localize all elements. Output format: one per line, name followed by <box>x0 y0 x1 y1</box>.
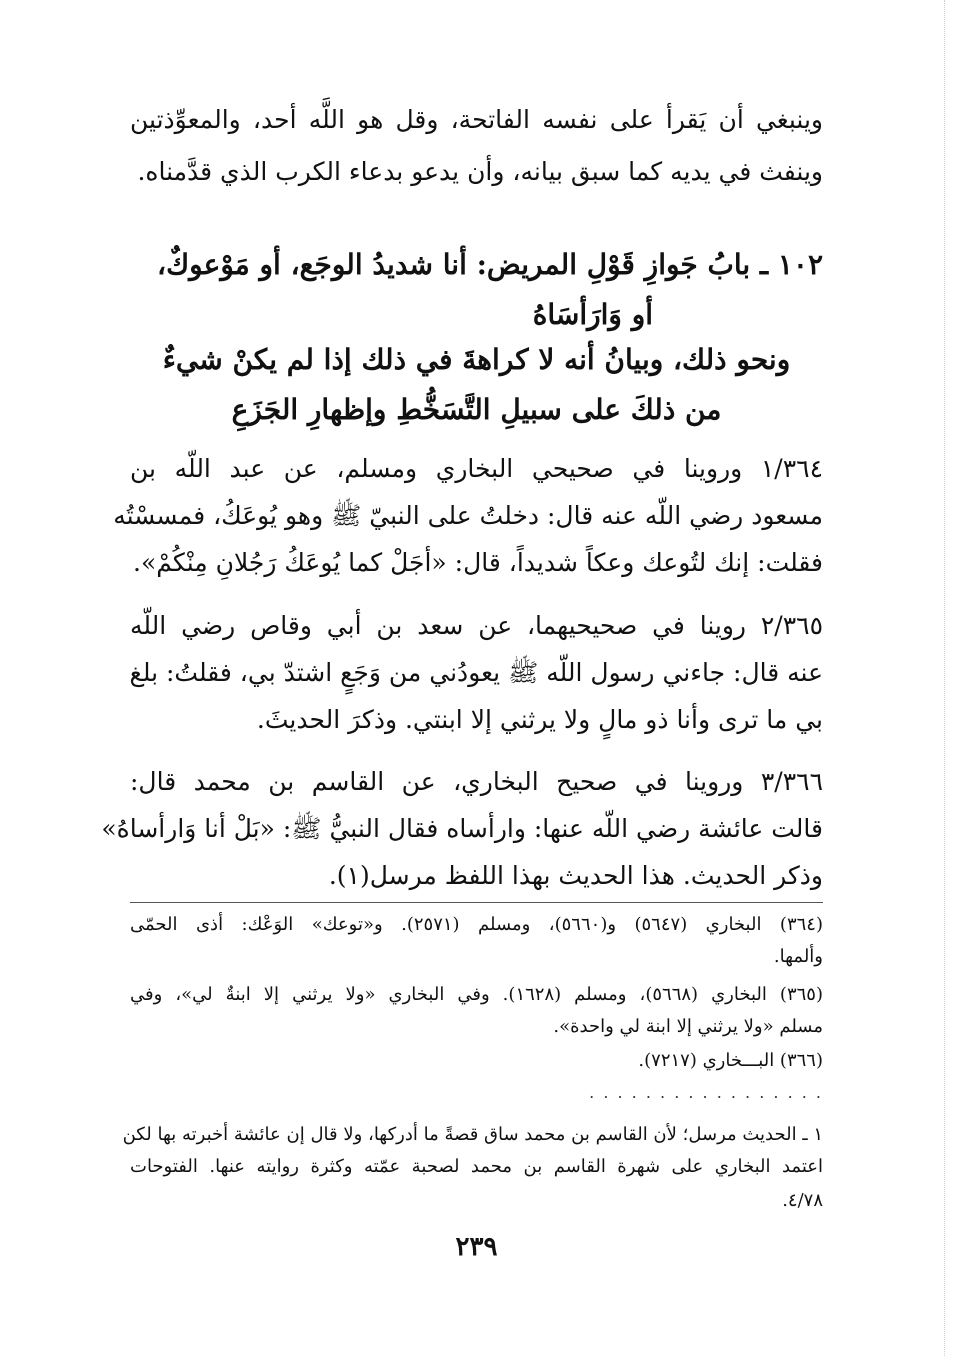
page-number: ٢٣٩ <box>455 1232 498 1262</box>
hadith-364-line-3: فقلت: إنك لتُوعك وعكاً شديداً، قال: «أجَلْ كما يُوعَكُ رَجُلانِ مِنْكُمْ». <box>133 548 823 577</box>
scan-edge <box>944 0 946 1356</box>
chapter-heading-line-1: ١٠٢ ـ بابُ جَوازِ قَوْلِ المريض: أنا شديدُ الوجَع، أو مَوْعوكٌ، <box>157 248 823 281</box>
footnote-366-line-1: (٣٦٦) البـــخاري (٧٢١٧). <box>638 1050 823 1071</box>
footnote-364-line-1: (٣٦٤) البخاري (٥٦٤٧) و(٥٦٦٠)، ومسلم (٢٥٧١). و«توعك» الوَعْك: أذى الحمّى <box>130 914 823 935</box>
hadith-365-line-2: عنه قال: جاءني رسول اللّه ﷺ يعودُني من وَجَعٍ اشتدّ بي، فقلتُ: بلغ <box>129 658 823 687</box>
footnote-365-line-2: مسلم «ولا يرثني إلا ابنة لي واحدة». <box>553 1016 823 1037</box>
intro-line-1: وينبغي أن يَقرأ على نفسه الفاتحة، وقل هو اللَّه أحد، والمعوِّذتين <box>130 105 823 134</box>
hadith-365-line-3: بي ما ترى وأنا ذو مالٍ ولا يرثني إلا ابنتي. وذكرَ الحديثَ. <box>256 705 823 734</box>
footnote-rule <box>130 902 823 903</box>
hadith-364-line-2: مسعود رضي اللّه عنه قال: دخلتُ على النبيّ ﷺ وهو يُوعَكُ، فمسسْتُه <box>113 501 823 530</box>
chapter-heading-line-3: ونحو ذلك، وبيانُ أنه لا كراهةَ في ذلك إذا لم يكنْ شيءٌ <box>162 343 791 376</box>
hadith-364-line-1: ١/٣٦٤ وروينا في صحيحي البخاري ومسلم، عن عبد اللّه بن <box>130 454 823 483</box>
chapter-heading-line-4: من ذلكَ على سبيلِ التَّسَخُّطِ وإظهارِ الجَزَعِ <box>231 393 722 426</box>
footnote-364-line-2: وألمها. <box>773 946 823 967</box>
hadith-366-line-2: قالت عائشة رضي اللّه عنها: وارأساه فقال النبيُّ ﷺ: «بَلْ أنا وَارأساهُ» <box>101 814 823 843</box>
footnote-365-line-1: (٣٦٥) البخاري (٥٦٦٨)، ومسلم (١٦٢٨). وفي البخاري «ولا يرثني إلا ابنةٌ لي»، وفي <box>130 984 823 1005</box>
endnote-1-line-3: ٤/٧٨. <box>782 1190 823 1211</box>
endnote-1-line-2: اعتمد البخاري على شهرة القاسم بن محمد لصحبة عمّته وكثرة روايته عنها. الفتوحات <box>130 1156 823 1177</box>
endnote-1-line-1: ١ ـ الحديث مرسل؛ لأن القاسم بن محمد ساق قصةً ما أدركها، ولا قال إن عائشة أخبرته بها لكن <box>122 1124 823 1145</box>
chapter-heading-line-2: أو وَارَأسَاهُ <box>532 298 653 331</box>
intro-line-2: وينفث في يديه كما سبق بيانه، وأن يدعو بدعاء الكرب الذي قدَّمناه. <box>137 157 823 186</box>
hadith-366-line-1: ٣/٣٦٦ وروينا في صحيح البخاري، عن القاسم بن محمد قال: <box>130 767 823 796</box>
hadith-365-line-1: ٢/٣٦٥ روينا في صحيحيهما، عن سعد بن أبي وقاص رضي اللّه <box>130 611 823 640</box>
hadith-366-line-3: وذكر الحديث. هذا الحديث بهذا اللفظ مرسل(١). <box>328 861 823 890</box>
dotted-separator: . . . . . . . . . . . . . . . . . <box>589 1083 823 1102</box>
